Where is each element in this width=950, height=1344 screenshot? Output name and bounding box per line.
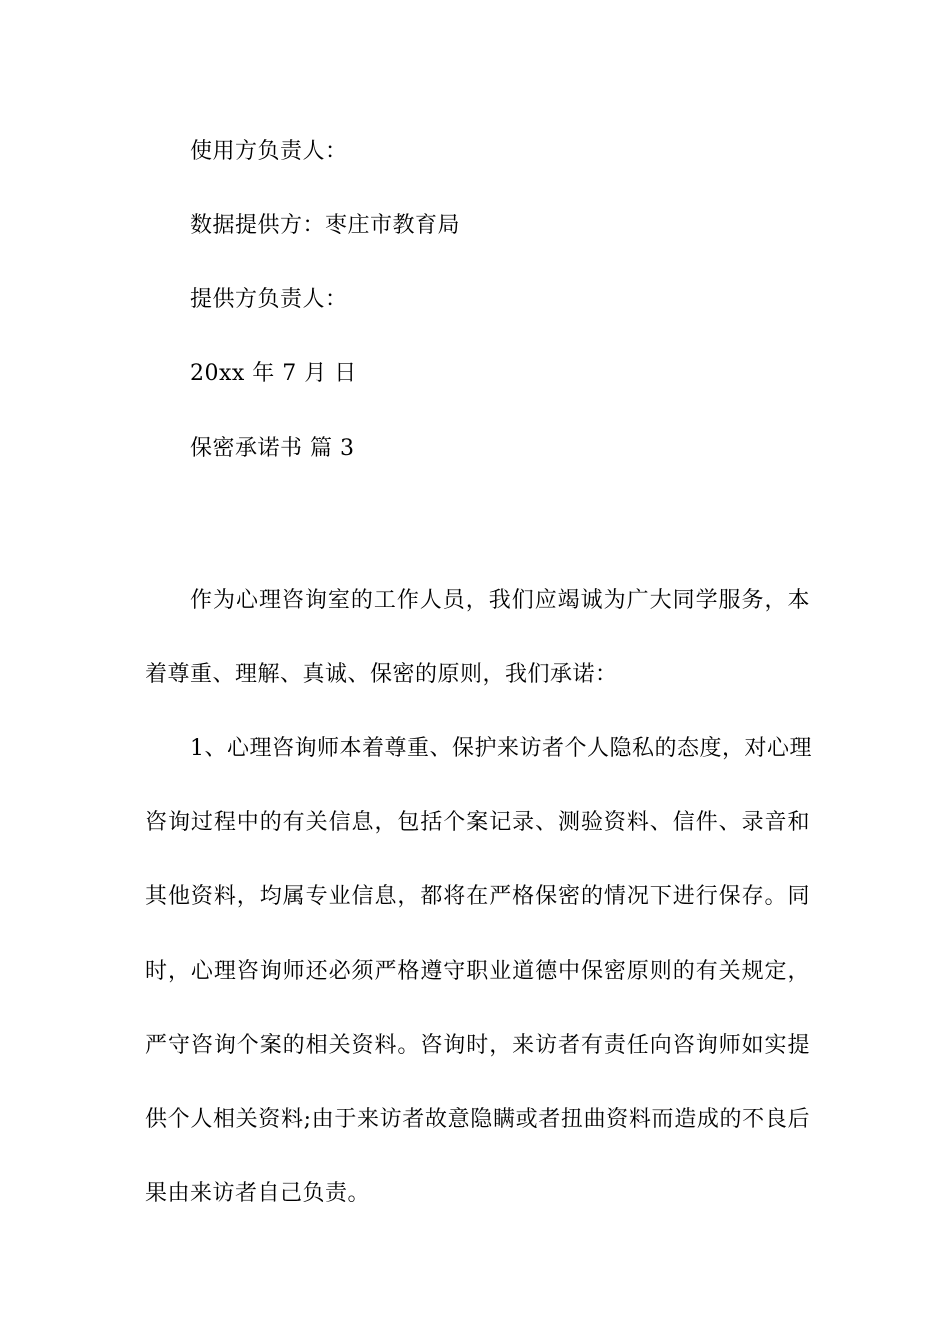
item1-paragraph-line: 其他资料，均属专业信息，都将在严格保密的情况下进行保存。同 [145,884,810,909]
section-title: 保密承诺书 篇 3 [190,436,355,461]
provider-responsible-line: 提供方负责人： [190,287,348,312]
data-provider-line: 数据提供方：枣庄市教育局 [190,213,461,238]
item1-paragraph-line: 时，心理咨询师还必须严格遵守职业道德中保密原则的有关规定， [145,959,810,984]
date-line: 20xx 年 7 月 日 [190,361,357,386]
intro-paragraph-line: 作为心理咨询室的工作人员，我们应竭诚为广大同学服务，本 [190,588,810,613]
intro-paragraph-line: 着尊重、理解、真诚、保密的原则，我们承诺： [145,662,618,687]
user-responsible-line: 使用方负责人： [190,139,348,164]
item1-paragraph-line: 严守咨询个案的相关资料。咨询时，来访者有责任向咨询师如实提 [145,1033,810,1058]
item1-paragraph-line: 咨询过程中的有关信息，包括个案记录、测验资料、信件、录音和 [145,810,810,835]
item1-paragraph-line: 供个人相关资料;由于来访者故意隐瞒或者扭曲资料而造成的不良后 [145,1107,810,1132]
item1-paragraph-line: 果由来访者自己负责。 [145,1181,371,1206]
item1-paragraph-line: 1、心理咨询师本着尊重、保护来访者个人隐私的态度，对心理 [190,736,812,761]
